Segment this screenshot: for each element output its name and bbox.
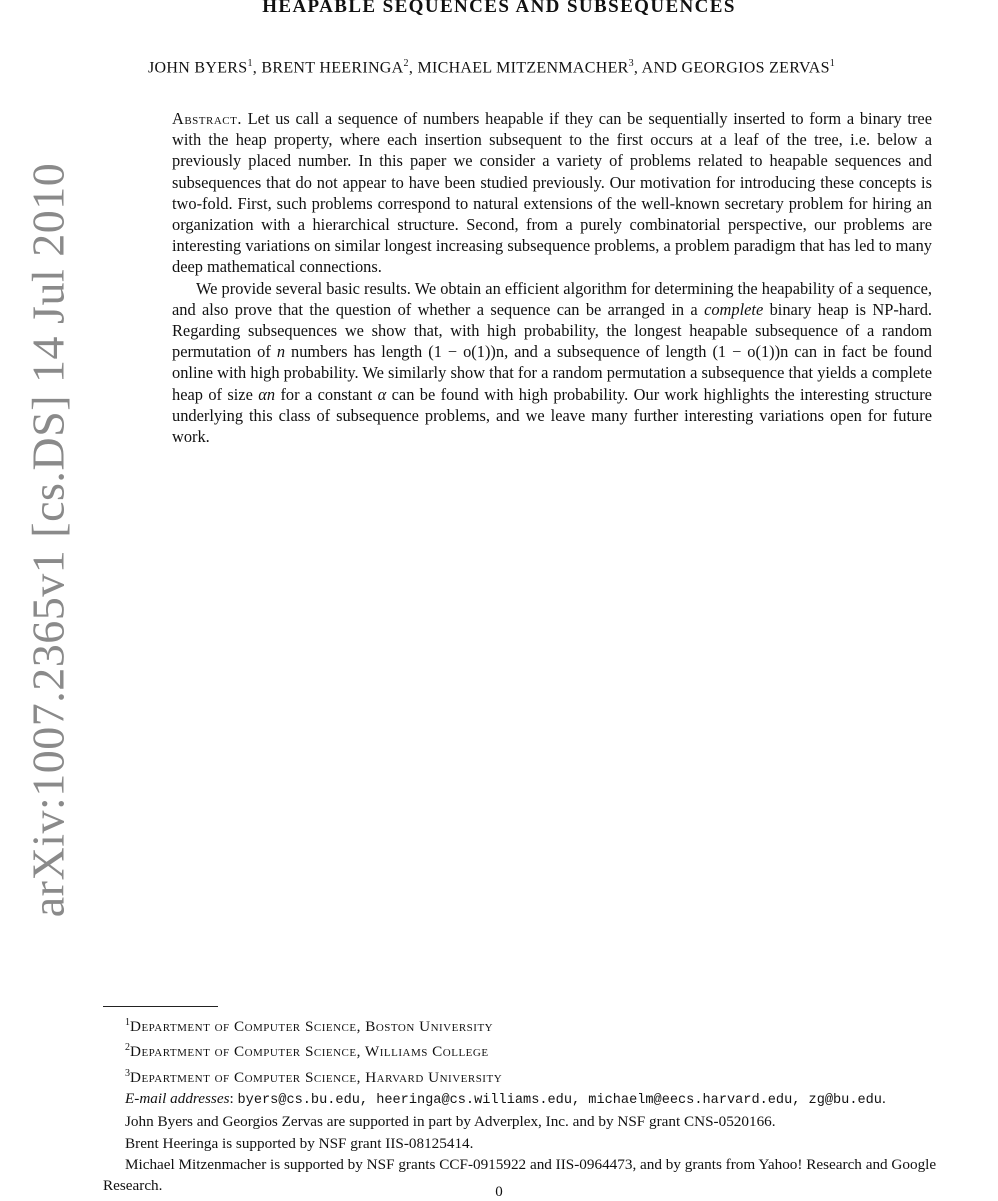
affiliation-text: Department of Computer Science, Harvard University (130, 1068, 503, 1086)
page-number: 0 (495, 1184, 503, 1200)
footnote-mark: 3 (125, 1067, 130, 1079)
arxiv-identifier-stamp: arXiv:1007.2365v1 [cs.DS] 14 Jul 2010 (22, 162, 74, 918)
author-separator: , (252, 59, 262, 77)
funding-footnote: Brent Heeringa is supported by NSF grant IIS-08125414. (125, 1134, 474, 1152)
author-name: MICHAEL MITZENMACHER (417, 59, 629, 77)
math-length-expression: (1 − o(1))n (428, 342, 505, 362)
abstract-paragraph-1 (172, 108, 932, 278)
email-label: E-mail addresses (125, 1090, 230, 1108)
author-affiliation-mark: 3 (628, 58, 634, 69)
abstract-text: We provide several basic results. We obtain an efficient algorithm for determining the heapability of a sequence, and also prove that the question of whether a sequence can be arranged in a (172, 278, 932, 319)
affiliation-text: Department of Computer Science, Williams College (130, 1043, 489, 1061)
abstract-label: Abstract. (172, 109, 242, 128)
math-alpha-n: αn (258, 384, 276, 404)
abstract-text: numbers has length (291, 342, 423, 362)
abstract-text: for a constant (280, 384, 373, 404)
abstract-text: , and a subsequence of length (504, 342, 707, 362)
author-list (148, 58, 835, 77)
affiliation-footnote (103, 1063, 987, 1088)
author-affiliation-mark: 1 (247, 58, 253, 69)
affiliation-text: Department of Computer Science, Boston University (130, 1018, 494, 1036)
emphasis-complete: complete (704, 299, 764, 319)
abstract-text: can be found with high probability. Our work highlights the interesting structure underlying this class of subsequence problems, and we leave many further interesting variations open for future work. (172, 384, 932, 447)
email-footnote: E-mail addresses: byers@cs.bu.edu, heeringa@cs.williams.edu, michaelm@eecs.harvard.edu, zg@bu.edu. (125, 1090, 886, 1109)
author-affiliation-mark: 1 (829, 58, 836, 69)
footnotes (103, 1012, 987, 1197)
author-name: BRENT HEERINGA (261, 59, 404, 77)
abstract-text: can in fact be found online with high probability. We similarly show that for a random permutation a subsequence that yields a complete heap of size (172, 342, 932, 404)
funding-footnote: Michael Mitzenmacher is supported by NSF grants CCF-0915922 and IIS-0964473, and by grants from Yahoo! Research and Google Research. (103, 1155, 937, 1195)
math-n: n (276, 342, 286, 362)
author-affiliation-mark: 2 (403, 58, 409, 69)
author-name: GEORGIOS ZERVAS (681, 59, 830, 77)
author-separator: , AND (633, 59, 682, 77)
paper-title: HEAPABLE SEQUENCES AND SUBSEQUENCES (262, 0, 736, 17)
abstract-text: binary heap is NP-hard. Regarding subsequences we show that, with high probability, the longest heapable subsequence of a random permutation of (172, 299, 933, 362)
abstract-text: Let us call a sequence of numbers heapable if they can be sequentially inserted to form a binary tree with the heap property, where each insertion subsequent to the first occurs at a leaf of the tree, i.e. below a previously placed number. In this paper we consider a variety of problems related to heapable sequences and subsequences that do not appear to have been studied previously. Our motivation for introducing these concepts is two-fold. First, such problems correspond to natural extensions of the well-known secretary problem for hiring an organization with a hierarchical structure. Second, from a purely combinatorial perspective, our problems are interesting variations on similar longest increasing subsequence problems, a problem paradigm that has led to many deep mathematical connections. (172, 109, 932, 277)
abstract (172, 108, 932, 447)
funding-footnote: John Byers and Georgios Zervas are supported in part by Adverplex, Inc. and by NSF grant CNS-0520166. (125, 1113, 776, 1131)
footnote-mark: 2 (125, 1042, 130, 1054)
author-name: JOHN BYERS (148, 59, 248, 77)
author-separator: , (408, 59, 418, 77)
math-alpha: α (377, 384, 387, 404)
abstract-paragraph-2 (172, 278, 932, 448)
math-length-expression: (1 − o(1))n (712, 342, 789, 362)
affiliation-footnote (103, 1037, 987, 1062)
affiliation-footnote (103, 1012, 987, 1037)
footnote-divider (103, 1006, 218, 1007)
email-addresses: byers@cs.bu.edu, heeringa@cs.williams.edu, michaelm@eecs.harvard.edu, zg@bu.edu (237, 1093, 882, 1109)
footnote-mark: 1 (125, 1017, 130, 1028)
